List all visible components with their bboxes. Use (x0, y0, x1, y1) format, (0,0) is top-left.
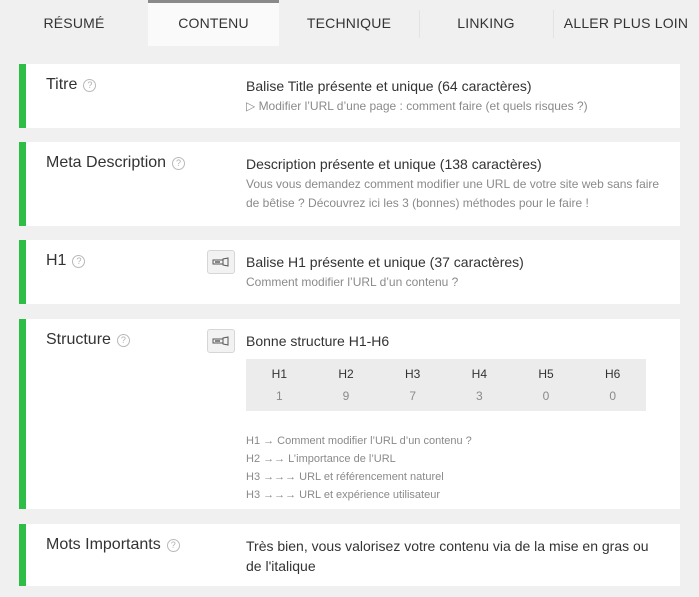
mots-status: Très bien, vous valorisez votre contenu via de la mise en gras ou de l'italique (246, 538, 649, 574)
help-icon[interactable]: ? (117, 334, 130, 347)
heading-tag: H1 (271, 367, 287, 381)
card-mots-label: Mots Importants (46, 536, 161, 553)
outline-item: H2 →→ L’importance de l’URL (246, 453, 396, 465)
heading-column-h2 (313, 359, 380, 411)
heading-outline-list[interactable] (246, 432, 666, 501)
help-icon[interactable]: ? (72, 255, 85, 268)
card-structure (19, 319, 680, 509)
heading-tag: H3 (405, 367, 421, 381)
card-h1-body (246, 252, 666, 292)
card-h1-label-wrap (46, 252, 85, 270)
card-structure-label: Structure (46, 331, 111, 348)
tab-divider (419, 10, 420, 38)
card-h1 (19, 240, 680, 304)
heading-column-h4 (446, 359, 513, 411)
tab-linking[interactable]: LINKING (457, 15, 515, 31)
structure-status: Bonne structure H1-H6 (246, 333, 390, 349)
h1-status: Balise H1 présente et unique (37 caractères) (246, 254, 524, 270)
card-meta-label-wrap (46, 154, 185, 172)
heading-tag: H4 (471, 367, 488, 381)
card-titre-label: Titre (46, 76, 78, 93)
card-h1-label: H1 (46, 252, 67, 269)
card-structure-body (246, 331, 666, 501)
heading-column-h3 (379, 359, 446, 411)
help-icon[interactable]: ? (83, 79, 96, 92)
outline-item: H3 →→→ URL et expérience utilisateur (246, 489, 441, 501)
tab-divider (553, 10, 554, 38)
heading-column-h1 (246, 359, 313, 411)
heading-column-h6 (579, 359, 646, 411)
card-mots-label-wrap (46, 536, 180, 554)
meta-status: Description présente et unique (138 caractères) (246, 156, 542, 172)
card-titre-label-wrap (46, 76, 96, 94)
card-mots-body (246, 536, 656, 576)
tab-technique[interactable]: TECHNIQUE (306, 15, 392, 31)
outline-item: H1 → Comment modifier l’URL d’un contenu ? (246, 435, 472, 447)
heading-column-h5 (513, 359, 580, 411)
titre-status: Balise Title présente et unique (64 caractères) (246, 78, 532, 94)
help-icon[interactable]: ? (172, 157, 185, 170)
heading-count: 0 (609, 389, 617, 403)
heading-tag: H6 (605, 367, 621, 381)
h1-value: Comment modifier l’URL d’un contenu ? (246, 275, 459, 289)
flashlight-icon (212, 257, 230, 267)
card-structure-label-wrap (46, 331, 130, 349)
highlight-h1-button[interactable] (207, 250, 235, 274)
card-meta-description (19, 142, 680, 226)
tab-resume[interactable]: RÉSUMÉ (43, 15, 105, 31)
titre-value: ▷ Modifier l’URL d’une page : comment faire (et quels risques ?) (246, 99, 588, 113)
help-icon[interactable]: ? (167, 539, 180, 552)
tab-aller-plus-loin[interactable]: ALLER PLUS LOIN (563, 15, 689, 31)
heading-tag: H5 (538, 367, 554, 381)
heading-count: 9 (342, 389, 350, 403)
heading-count: 1 (275, 389, 283, 403)
card-meta-body (246, 154, 666, 213)
highlight-structure-button[interactable] (207, 329, 235, 353)
card-titre (19, 64, 680, 128)
heading-count: 0 (542, 389, 550, 403)
card-mots-importants (19, 524, 680, 586)
card-titre-body (246, 76, 666, 116)
card-meta-label: Meta Description (46, 154, 167, 171)
heading-tag: H2 (338, 367, 354, 381)
heading-count: 7 (409, 389, 417, 403)
flashlight-icon (212, 336, 230, 346)
heading-count: 3 (476, 389, 483, 403)
tab-bar (0, 0, 699, 46)
meta-value: Vous vous demandez comment modifier une URL de votre site web sans faire de bêtise ? Découvrez ici les 3 (bonnes) méthodes pour le faire ! (246, 177, 660, 210)
heading-count-table (246, 359, 646, 411)
tab-contenu[interactable]: CONTENU (148, 0, 279, 46)
outline-item: H3 →→→ URL et référencement naturel (246, 471, 444, 483)
